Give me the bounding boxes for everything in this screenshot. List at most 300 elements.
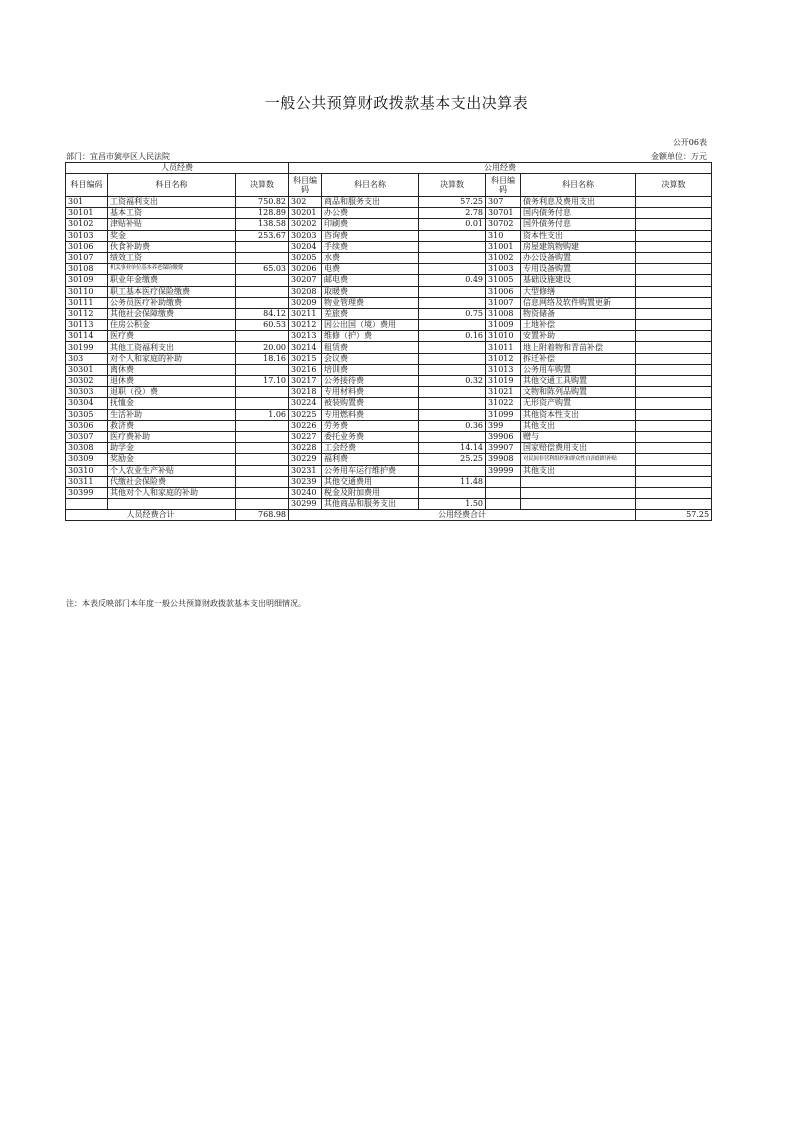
code-cell: 30102 bbox=[66, 219, 108, 230]
code-cell: 310 bbox=[486, 230, 521, 241]
code-cell: 39907 bbox=[486, 443, 521, 454]
code-cell bbox=[486, 499, 521, 510]
amount-cell: 138.58 bbox=[236, 219, 289, 230]
amount-cell bbox=[636, 208, 712, 219]
amount-cell bbox=[636, 286, 712, 297]
amount-cell bbox=[636, 376, 712, 387]
code-cell: 31007 bbox=[486, 297, 521, 308]
code-cell: 31010 bbox=[486, 331, 521, 342]
amount-cell: 0.16 bbox=[419, 331, 486, 342]
name-cell: 维修（护）费 bbox=[322, 331, 419, 342]
amount-cell bbox=[419, 398, 486, 409]
amount-cell: 750.82 bbox=[236, 197, 289, 208]
amount-cell bbox=[636, 197, 712, 208]
code-cell: 30303 bbox=[66, 387, 108, 398]
amount-cell: 14.14 bbox=[419, 443, 486, 454]
code-cell: 31002 bbox=[486, 252, 521, 263]
name-cell: 退休费 bbox=[108, 376, 236, 387]
amount-cell bbox=[419, 487, 486, 498]
name-cell: 对个人和家庭的补助 bbox=[108, 353, 236, 364]
code-cell: 31021 bbox=[486, 387, 521, 398]
public-header: 公用经费 bbox=[289, 163, 712, 174]
amount-cell: 0.32 bbox=[419, 376, 486, 387]
amount-cell bbox=[419, 252, 486, 263]
name-cell: 房屋建筑物购建 bbox=[521, 241, 636, 252]
name-cell: 水费 bbox=[322, 252, 419, 263]
amount-cell bbox=[419, 431, 486, 442]
table-row bbox=[66, 387, 712, 398]
amount-cell bbox=[419, 286, 486, 297]
name-cell: 物业管理费 bbox=[322, 297, 419, 308]
name-cell: 资本性支出 bbox=[521, 230, 636, 241]
name-cell: 大型修缮 bbox=[521, 286, 636, 297]
amount-cell: 0.49 bbox=[419, 275, 486, 286]
name-cell: 其他交通费用 bbox=[322, 476, 419, 487]
name-cell: 差旅费 bbox=[322, 308, 419, 319]
amount-cell bbox=[636, 431, 712, 442]
code-cell: 301 bbox=[66, 197, 108, 208]
name-cell: 信息网络及软件购置更新 bbox=[521, 297, 636, 308]
amount-cell bbox=[636, 454, 712, 465]
code-cell: 30208 bbox=[289, 286, 322, 297]
code-cell: 30107 bbox=[66, 252, 108, 263]
amount-cell bbox=[236, 241, 289, 252]
table-row bbox=[66, 219, 712, 230]
col-code-header: 科目编码 bbox=[486, 174, 521, 197]
code-cell: 30213 bbox=[289, 331, 322, 342]
name-cell: 奖励金 bbox=[108, 454, 236, 465]
code-cell: 302 bbox=[289, 197, 322, 208]
name-cell: 其他工资福利支出 bbox=[108, 342, 236, 353]
table-row bbox=[66, 454, 712, 465]
code-cell: 31003 bbox=[486, 264, 521, 275]
table-row bbox=[66, 353, 712, 364]
code-cell: 39906 bbox=[486, 431, 521, 442]
code-cell: 30207 bbox=[289, 275, 322, 286]
name-cell: 公务接待费 bbox=[322, 376, 419, 387]
department-label: 部门：宜昌市猇亭区人民法院 bbox=[66, 152, 170, 161]
code-cell: 30109 bbox=[66, 275, 108, 286]
amount-cell bbox=[636, 487, 712, 498]
name-cell: 工会经费 bbox=[322, 443, 419, 454]
code-cell: 31005 bbox=[486, 275, 521, 286]
header-group-row bbox=[66, 163, 712, 174]
code-cell: 30108 bbox=[66, 264, 108, 275]
name-cell: 地上附着物和青苗补偿 bbox=[521, 342, 636, 353]
table-row bbox=[66, 308, 712, 319]
code-cell: 30224 bbox=[289, 398, 322, 409]
name-cell: 租赁费 bbox=[322, 342, 419, 353]
name-cell: 委托业务费 bbox=[322, 431, 419, 442]
name-cell: 税金及附加费用 bbox=[322, 487, 419, 498]
name-cell: 其他社会保障缴费 bbox=[108, 308, 236, 319]
code-cell: 307 bbox=[486, 197, 521, 208]
code-cell: 30110 bbox=[66, 286, 108, 297]
code-cell: 30239 bbox=[289, 476, 322, 487]
table-row bbox=[66, 398, 712, 409]
name-cell: 抚恤金 bbox=[108, 398, 236, 409]
code-cell: 30103 bbox=[66, 230, 108, 241]
name-cell: 其他交通工具购置 bbox=[521, 376, 636, 387]
name-cell: 奖金 bbox=[108, 230, 236, 241]
name-cell: 国外债务付息 bbox=[521, 219, 636, 230]
amount-cell bbox=[419, 320, 486, 331]
amount-cell bbox=[419, 230, 486, 241]
amount-cell: 1.50 bbox=[419, 499, 486, 510]
amount-cell bbox=[419, 241, 486, 252]
code-cell: 31012 bbox=[486, 353, 521, 364]
code-cell: 30209 bbox=[289, 297, 322, 308]
amount-cell bbox=[236, 398, 289, 409]
amount-cell bbox=[636, 420, 712, 431]
table-row bbox=[66, 264, 712, 275]
amount-cell bbox=[636, 219, 712, 230]
name-cell: 专用设备购置 bbox=[521, 264, 636, 275]
code-cell: 30101 bbox=[66, 208, 108, 219]
name-cell: 文物和陈列品购置 bbox=[521, 387, 636, 398]
amount-cell bbox=[636, 364, 712, 375]
name-cell bbox=[108, 499, 236, 510]
name-cell: 专用燃料费 bbox=[322, 409, 419, 420]
code-cell: 30305 bbox=[66, 409, 108, 420]
amount-cell: 65.03 bbox=[236, 264, 289, 275]
code-cell: 30214 bbox=[289, 342, 322, 353]
amount-cell: 2.78 bbox=[419, 208, 486, 219]
code-cell: 30304 bbox=[66, 398, 108, 409]
amount-cell: 57.25 bbox=[419, 197, 486, 208]
amount-cell bbox=[236, 454, 289, 465]
code-cell: 30217 bbox=[289, 376, 322, 387]
amount-cell bbox=[636, 465, 712, 476]
amount-cell bbox=[636, 320, 712, 331]
table-row bbox=[66, 443, 712, 454]
col-name-header: 科目名称 bbox=[108, 174, 236, 197]
table-row bbox=[66, 487, 712, 498]
table-number: 公开06表 bbox=[672, 138, 707, 147]
public-total-label: 公用经费合计 bbox=[289, 510, 636, 521]
name-cell: 退职（役）费 bbox=[108, 387, 236, 398]
name-cell: 专用材料费 bbox=[322, 387, 419, 398]
name-cell: 办公费 bbox=[322, 208, 419, 219]
name-cell: 取暖费 bbox=[322, 286, 419, 297]
code-cell: 30310 bbox=[66, 465, 108, 476]
name-cell: 安置补助 bbox=[521, 331, 636, 342]
col-amount-header: 决算数 bbox=[419, 174, 486, 197]
code-cell: 303 bbox=[66, 353, 108, 364]
amount-cell bbox=[636, 252, 712, 263]
amount-cell bbox=[236, 364, 289, 375]
code-cell: 30309 bbox=[66, 454, 108, 465]
name-cell: 其他支出 bbox=[521, 465, 636, 476]
amount-cell bbox=[236, 465, 289, 476]
table-row bbox=[66, 342, 712, 353]
expenditure-table bbox=[65, 162, 712, 521]
name-cell: 拆迁补偿 bbox=[521, 353, 636, 364]
amount-cell: 20.00 bbox=[236, 342, 289, 353]
name-cell: 培训费 bbox=[322, 364, 419, 375]
name-cell: 住房公积金 bbox=[108, 320, 236, 331]
amount-cell bbox=[419, 264, 486, 275]
name-cell bbox=[521, 476, 636, 487]
code-cell: 31009 bbox=[486, 320, 521, 331]
code-cell: 30218 bbox=[289, 387, 322, 398]
name-cell: 邮电费 bbox=[322, 275, 419, 286]
name-cell: 公务用车运行维护费 bbox=[322, 465, 419, 476]
code-cell: 30227 bbox=[289, 431, 322, 442]
amount-cell bbox=[636, 331, 712, 342]
col-code-header: 科目编码 bbox=[66, 174, 108, 197]
amount-cell bbox=[636, 241, 712, 252]
name-cell: 福利费 bbox=[322, 454, 419, 465]
name-cell: 被装购置费 bbox=[322, 398, 419, 409]
amount-cell: 84.12 bbox=[236, 308, 289, 319]
amount-cell bbox=[236, 431, 289, 442]
amount-cell bbox=[236, 275, 289, 286]
name-cell: 津贴补贴 bbox=[108, 219, 236, 230]
code-cell: 31013 bbox=[486, 364, 521, 375]
amount-cell: 18.16 bbox=[236, 353, 289, 364]
name-cell: 医疗费补助 bbox=[108, 431, 236, 442]
code-cell: 30212 bbox=[289, 320, 322, 331]
code-cell: 30307 bbox=[66, 431, 108, 442]
name-cell: 办公设备购置 bbox=[521, 252, 636, 263]
code-cell: 30299 bbox=[289, 499, 322, 510]
amount-cell bbox=[636, 499, 712, 510]
amount-cell: 253.67 bbox=[236, 230, 289, 241]
code-cell: 31001 bbox=[486, 241, 521, 252]
code-cell: 30216 bbox=[289, 364, 322, 375]
table-row bbox=[66, 197, 712, 208]
name-cell: 物资储备 bbox=[521, 308, 636, 319]
code-cell bbox=[486, 476, 521, 487]
amount-cell bbox=[636, 264, 712, 275]
code-cell: 30231 bbox=[289, 465, 322, 476]
name-cell: 债务利息及费用支出 bbox=[521, 197, 636, 208]
name-cell: 因公出国（境）费用 bbox=[322, 320, 419, 331]
code-cell: 31022 bbox=[486, 398, 521, 409]
footnote: 注：本表反映部门本年度一般公共预算财政拨款基本支出明细情况。 bbox=[66, 599, 306, 608]
col-code-header: 科目编码 bbox=[289, 174, 322, 197]
code-cell: 30399 bbox=[66, 487, 108, 498]
name-cell: 职工基本医疗保险缴费 bbox=[108, 286, 236, 297]
amount-cell bbox=[636, 476, 712, 487]
personnel-header: 人员经费 bbox=[66, 163, 289, 174]
code-cell: 30106 bbox=[66, 241, 108, 252]
table-row bbox=[66, 208, 712, 219]
amount-cell: 25.25 bbox=[419, 454, 486, 465]
amount-cell bbox=[636, 297, 712, 308]
name-cell bbox=[521, 499, 636, 510]
code-cell: 30203 bbox=[289, 230, 322, 241]
amount-cell bbox=[636, 387, 712, 398]
code-cell: 31099 bbox=[486, 409, 521, 420]
name-cell: 伙食补助费 bbox=[108, 241, 236, 252]
table-row bbox=[66, 364, 712, 375]
table-row bbox=[66, 376, 712, 387]
code-cell: 30702 bbox=[486, 219, 521, 230]
name-cell: 会议费 bbox=[322, 353, 419, 364]
col-name-header: 科目名称 bbox=[322, 174, 419, 197]
name-cell: 基本工资 bbox=[108, 208, 236, 219]
name-cell: 公务员医疗补助缴费 bbox=[108, 297, 236, 308]
amount-cell bbox=[236, 476, 289, 487]
amount-cell bbox=[419, 387, 486, 398]
amount-cell: 11.48 bbox=[419, 476, 486, 487]
amount-cell bbox=[419, 342, 486, 353]
name-cell: 其他支出 bbox=[521, 420, 636, 431]
name-cell: 印刷费 bbox=[322, 219, 419, 230]
table-row bbox=[66, 297, 712, 308]
table-row bbox=[66, 230, 712, 241]
table-row bbox=[66, 331, 712, 342]
amount-cell bbox=[636, 353, 712, 364]
code-cell: 31019 bbox=[486, 376, 521, 387]
name-cell: 工资福利支出 bbox=[108, 197, 236, 208]
amount-cell bbox=[236, 286, 289, 297]
code-cell bbox=[66, 499, 108, 510]
code-cell: 30206 bbox=[289, 264, 322, 275]
name-cell: 离休费 bbox=[108, 364, 236, 375]
unit-label: 金额单位：万元 bbox=[651, 152, 707, 161]
col-amount-header: 决算数 bbox=[636, 174, 712, 197]
code-cell: 30226 bbox=[289, 420, 322, 431]
table-row bbox=[66, 420, 712, 431]
personnel-total-label: 人员经费合计 bbox=[66, 510, 236, 521]
table-row bbox=[66, 499, 712, 510]
code-cell: 30204 bbox=[289, 241, 322, 252]
table-row bbox=[66, 241, 712, 252]
public-total-value: 57.25 bbox=[636, 510, 712, 521]
table-row bbox=[66, 320, 712, 331]
code-cell: 30302 bbox=[66, 376, 108, 387]
table-row bbox=[66, 275, 712, 286]
amount-cell bbox=[419, 297, 486, 308]
table-row bbox=[66, 286, 712, 297]
name-cell: 公务用车购置 bbox=[521, 364, 636, 375]
code-cell: 30228 bbox=[289, 443, 322, 454]
code-cell: 30211 bbox=[289, 308, 322, 319]
name-cell: 赠与 bbox=[521, 431, 636, 442]
code-cell: 30701 bbox=[486, 208, 521, 219]
amount-cell bbox=[236, 487, 289, 498]
name-cell: 其他资本性支出 bbox=[521, 409, 636, 420]
code-cell: 31011 bbox=[486, 342, 521, 353]
name-cell: 代缴社会保险费 bbox=[108, 476, 236, 487]
name-cell: 绩效工资 bbox=[108, 252, 236, 263]
code-cell: 30311 bbox=[66, 476, 108, 487]
amount-cell bbox=[236, 297, 289, 308]
page-title: 一般公共预算财政拨款基本支出决算表 bbox=[264, 94, 529, 112]
code-cell: 30308 bbox=[66, 443, 108, 454]
name-cell: 咨询费 bbox=[322, 230, 419, 241]
amount-cell bbox=[236, 443, 289, 454]
code-cell: 39908 bbox=[486, 454, 521, 465]
table-row bbox=[66, 409, 712, 420]
amount-cell bbox=[236, 387, 289, 398]
table-row bbox=[66, 431, 712, 442]
name-cell: 其他商品和服务支出 bbox=[322, 499, 419, 510]
code-cell: 39999 bbox=[486, 465, 521, 476]
amount-cell bbox=[636, 230, 712, 241]
name-cell: 个人农业生产补贴 bbox=[108, 465, 236, 476]
code-cell: 30301 bbox=[66, 364, 108, 375]
amount-cell: 17.10 bbox=[236, 376, 289, 387]
col-amount-header: 决算数 bbox=[236, 174, 289, 197]
name-cell: 土地补偿 bbox=[521, 320, 636, 331]
amount-cell bbox=[636, 409, 712, 420]
amount-cell bbox=[636, 275, 712, 286]
code-cell: 30225 bbox=[289, 409, 322, 420]
code-cell: 30112 bbox=[66, 308, 108, 319]
header-column-row bbox=[66, 174, 712, 197]
table-row bbox=[66, 476, 712, 487]
totals-row bbox=[66, 510, 712, 521]
name-cell: 劳务费 bbox=[322, 420, 419, 431]
table-row bbox=[66, 465, 712, 476]
name-cell: 国家赔偿费用支出 bbox=[521, 443, 636, 454]
name-cell: 救济费 bbox=[108, 420, 236, 431]
code-cell: 30111 bbox=[66, 297, 108, 308]
amount-cell bbox=[636, 308, 712, 319]
name-cell: 基础设施建设 bbox=[521, 275, 636, 286]
code-cell: 30306 bbox=[66, 420, 108, 431]
code-cell: 31008 bbox=[486, 308, 521, 319]
amount-cell bbox=[236, 331, 289, 342]
name-cell: 其他对个人和家庭的补助 bbox=[108, 487, 236, 498]
code-cell: 30202 bbox=[289, 219, 322, 230]
code-cell: 30113 bbox=[66, 320, 108, 331]
amount-cell bbox=[636, 443, 712, 454]
name-cell: 无形资产购置 bbox=[521, 398, 636, 409]
name-cell: 助学金 bbox=[108, 443, 236, 454]
name-cell: 生活补助 bbox=[108, 409, 236, 420]
name-cell: 国内债务付息 bbox=[521, 208, 636, 219]
code-cell: 399 bbox=[486, 420, 521, 431]
personnel-total-value: 768.98 bbox=[236, 510, 289, 521]
amount-cell bbox=[236, 420, 289, 431]
name-cell: 医疗费 bbox=[108, 331, 236, 342]
amount-cell: 60.53 bbox=[236, 320, 289, 331]
amount-cell bbox=[636, 398, 712, 409]
name-cell: 商品和服务支出 bbox=[322, 197, 419, 208]
name-cell: 职业年金缴费 bbox=[108, 275, 236, 286]
amount-cell bbox=[419, 353, 486, 364]
code-cell: 30114 bbox=[66, 331, 108, 342]
code-cell: 30215 bbox=[289, 353, 322, 364]
code-cell: 30229 bbox=[289, 454, 322, 465]
code-cell: 30201 bbox=[289, 208, 322, 219]
amount-cell: 0.36 bbox=[419, 420, 486, 431]
name-cell bbox=[521, 487, 636, 498]
name-cell: 手续费 bbox=[322, 241, 419, 252]
name-cell: 电费 bbox=[322, 264, 419, 275]
amount-cell: 0.01 bbox=[419, 219, 486, 230]
amount-cell bbox=[419, 465, 486, 476]
amount-cell bbox=[636, 342, 712, 353]
table-row bbox=[66, 252, 712, 263]
amount-cell bbox=[236, 499, 289, 510]
amount-cell bbox=[419, 364, 486, 375]
code-cell: 31006 bbox=[486, 286, 521, 297]
amount-cell: 128.89 bbox=[236, 208, 289, 219]
code-cell: 30205 bbox=[289, 252, 322, 263]
amount-cell: 1.06 bbox=[236, 409, 289, 420]
code-cell: 30240 bbox=[289, 487, 322, 498]
name-cell: 机关事业单位基本养老保险缴费 bbox=[108, 264, 236, 275]
code-cell bbox=[486, 487, 521, 498]
amount-cell bbox=[236, 252, 289, 263]
amount-cell: 0.75 bbox=[419, 308, 486, 319]
